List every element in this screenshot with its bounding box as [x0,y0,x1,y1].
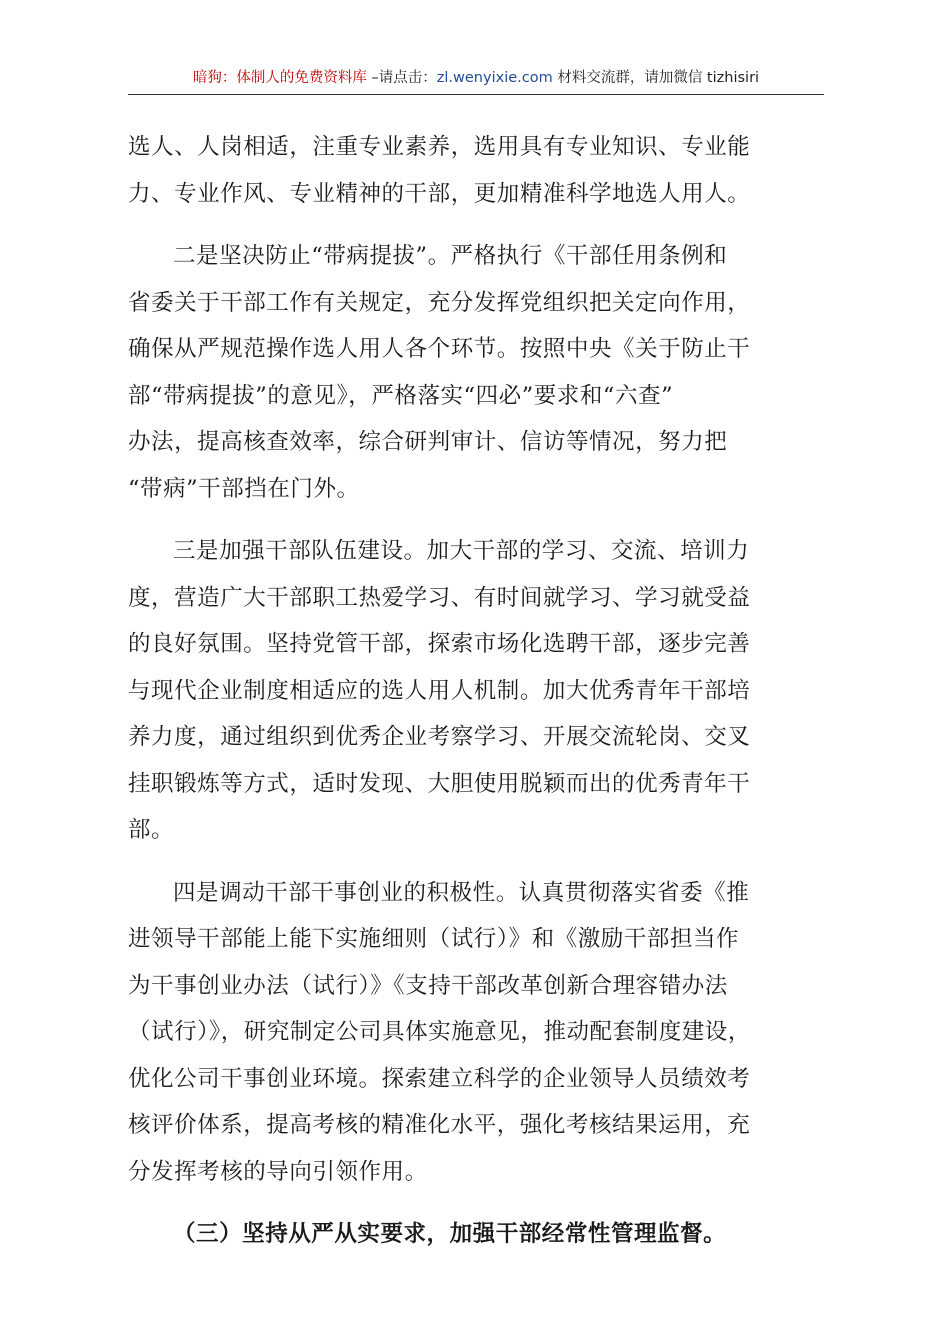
paragraph-point-three [128,528,824,854]
text-line: 的良好氛围。坚持党管干部，探索市场化选聘干部，逐步完善 [128,631,751,657]
page-header [128,66,824,95]
text-line: 养力度，通过组织到优秀企业考察学习、开展交流轮岗、交叉 [128,724,751,750]
header-wechat-note: 材料交流群，请加微信 tizhisiri [552,70,760,86]
text-line: 四是调动干部干事创业的积极性。认真贯彻落实省委《推 [173,879,750,906]
header-click-prompt: –请点击： [366,70,437,86]
text-line: 分发挥考核的导向引领作用。 [128,1158,428,1185]
text-line: 省委关于干部工作有关规定，充分发挥党组织把关定向作用， [128,289,751,316]
text-line: 三是加强干部队伍建设。加大干部的学习、交流、培训力 [173,538,750,564]
text-line: 部。 [128,817,175,843]
header-url-link[interactable]: zl.wenyixie.com [436,70,553,86]
text-line: 优化公司干事创业环境。探索建立科学的企业领导人员绩效考 [128,1065,751,1092]
paragraph-point-four [128,870,824,1196]
text-line: 二是坚决防止“带病提拔”。严格执行《干部任用条例和 [173,243,728,269]
text-line: （试行）》，研究制定公司具体实施意见，推动配套制度建设， [128,1019,751,1045]
text-line: 为干事创业办法（试行）》《支持干部改革创新合理容错办法 [128,972,728,999]
section-heading: （三）坚持从严从实要求，加强干部经常性管理监督。 [173,1221,727,1247]
text-line: 确保从严规范操作选人用人各个环节。按照中央《关于防止干 [128,336,751,362]
text-line: 选人、人岗相适，注重专业素养，选用具有专业知识、专业能 [128,134,751,160]
text-line: 部“带病提拔”的意见》，严格落实“四必”要求和“六查” [128,382,674,409]
text-line: “带病”干部挡在门外。 [128,475,360,502]
text-line: 度，营造广大干部职工热爱学习、有时间就学习、学习就受益 [128,584,751,611]
text-line: 核评价体系，提高考核的精准化水平，强化考核结果运用，充 [128,1112,751,1138]
text-line: 与现代企业制度相适应的选人用人机制。加大优秀青年干部培 [128,677,751,704]
document-body [128,124,824,1258]
text-line: 进领导干部能上能下实施细则（试行）》和《激励干部担当作 [128,926,740,952]
paragraph-point-two [128,233,824,512]
paragraph-continuation [128,124,824,217]
header-site-name: 暗狗：体制人的免费资料库 [192,70,367,86]
text-line: 力、专业作风、专业精神的干部，更加精准科学地选人用人。 [128,180,751,207]
text-line: 办法，提高核查效率，综合研判审计、信访等情况，努力把 [128,429,728,455]
text-line: 挂职锻炼等方式，适时发现、大胆使用脱颖而出的优秀青年干 [128,770,751,797]
